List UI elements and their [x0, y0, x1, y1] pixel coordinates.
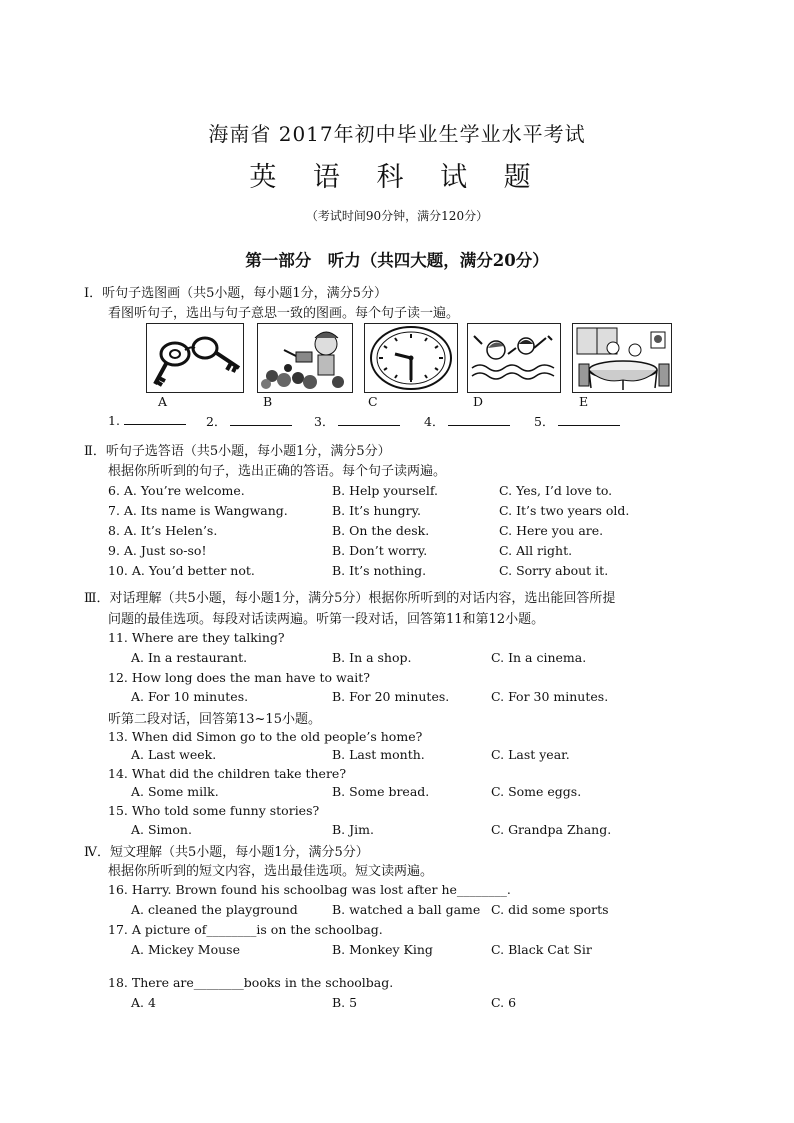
answer-number: 4． — [424, 414, 445, 429]
question-15-option-b[interactable]: B. Jim. — [332, 822, 374, 837]
question-12-option-b[interactable]: B. For 20 minutes. — [332, 689, 450, 704]
question-17-option-c[interactable]: C. Black Cat Sir — [491, 942, 592, 957]
question-13-option-c[interactable]: C. Last year. — [491, 747, 570, 762]
keys-icon — [147, 324, 243, 392]
section3-heading-continued: 问题的最佳选项。每段对话读两遍。听第一段对话，回答第11和第12小题。 — [108, 612, 545, 627]
question-15-option-c[interactable]: C. Grandpa Zhang. — [491, 822, 612, 837]
question-10-option-b[interactable]: B. It’s nothing. — [332, 563, 427, 578]
answer-blank-5[interactable] — [534, 412, 620, 430]
section2-heading: Ⅱ．听句子选答语（共5小题，每小题1分，满分5分） — [84, 444, 391, 459]
question-11-option-a[interactable]: A. In a restaurant. — [131, 650, 248, 665]
question-10-option-c[interactable]: C. Sorry about it. — [499, 563, 609, 578]
section2-instruction: 根据你所听到的句子，选出正确的答语。每个句子读两遍。 — [108, 464, 447, 479]
question-8-option-a[interactable]: 8. A. It’s Helen’s. — [108, 523, 218, 538]
picture-e-restaurant — [572, 323, 672, 393]
question-10-option-a[interactable]: 10. A. You’d better not. — [108, 563, 255, 578]
question-17: 17. A picture of________is on the schoolbag. — [108, 922, 383, 937]
girl-watering-flowers-icon — [258, 324, 352, 392]
question-16-option-c[interactable]: C. did some sports — [491, 902, 609, 917]
picture-b-watering — [257, 323, 353, 393]
picture-label-c: C — [368, 394, 378, 409]
section3-heading: Ⅲ．对话理解（共5小题，每小题1分，满分5分）根据你所听到的对话内容，选出能回答所提 — [84, 591, 616, 606]
question-18-option-c[interactable]: C. 6 — [491, 995, 517, 1010]
question-8-option-c[interactable]: C. Here you are. — [499, 523, 604, 538]
question-16-option-b[interactable]: B. watched a ball game — [332, 902, 481, 917]
picture-label-a: A — [158, 394, 168, 409]
question-7-option-b[interactable]: B. It’s hungry. — [332, 503, 421, 518]
answer-blank-2[interactable] — [206, 412, 292, 430]
answer-blank-4[interactable] — [424, 412, 510, 430]
picture-d-swimming — [467, 323, 561, 393]
question-9-option-c[interactable]: C. All right. — [499, 543, 573, 558]
question-14: 14. What did the children take there? — [108, 766, 347, 781]
restaurant-table-icon — [573, 324, 671, 392]
question-16: 16. Harry. Brown found his schoolbag was lost after he________. — [108, 882, 511, 897]
section4-heading: Ⅳ．短文理解（共5小题，每小题1分，满分5分） — [84, 845, 369, 860]
section1-instruction: 看图听句子，选出与句子意思一致的图画。每个句子读一遍。 — [108, 306, 460, 321]
question-7-option-a[interactable]: 7. A. Its name is Wangwang. — [108, 503, 288, 518]
question-11-option-c[interactable]: C. In a cinema. — [491, 650, 587, 665]
question-6-option-b[interactable]: B. Help yourself. — [332, 483, 438, 498]
question-15-option-a[interactable]: A. Simon. — [131, 822, 192, 837]
question-14-option-b[interactable]: B. Some bread. — [332, 784, 430, 799]
part-title: 第一部分 听力（共四大题，满分20分） — [245, 251, 549, 270]
swimming-children-icon — [468, 324, 560, 392]
picture-c-clock — [364, 323, 458, 393]
question-16-option-a[interactable]: A. cleaned the playground — [131, 902, 298, 917]
picture-a-keys — [146, 323, 244, 393]
question-14-option-c[interactable]: C. Some eggs. — [491, 784, 582, 799]
question-17-option-b[interactable]: B. Monkey King — [332, 942, 433, 957]
section1-heading: Ⅰ．听句子选图画（共5小题，每小题1分，满分5分） — [84, 286, 387, 301]
question-18: 18. There are________books in the schoolbag. — [108, 975, 394, 990]
question-18-option-b[interactable]: B. 5 — [332, 995, 358, 1010]
question-6-option-a[interactable]: 6. A. You’re welcome. — [108, 483, 245, 498]
answer-number: 3． — [314, 414, 335, 429]
question-13-option-a[interactable]: A. Last week. — [131, 747, 217, 762]
question-15: 15. Who told some funny stories? — [108, 803, 320, 818]
picture-label-e: E — [579, 394, 589, 409]
question-17-option-a[interactable]: A. Mickey Mouse — [131, 942, 240, 957]
question-6-option-c[interactable]: C. Yes, I’d love to. — [499, 483, 613, 498]
question-13-option-b[interactable]: B. Last month. — [332, 747, 425, 762]
subject-title: 英 语 科 试 题 — [249, 162, 545, 193]
exam-title: 海南省 2017年初中毕业生学业水平考试 — [208, 122, 586, 146]
question-9-option-b[interactable]: B. Don’t worry. — [332, 543, 428, 558]
picture-label-b: B — [263, 394, 273, 409]
dialog2-instruction: 听第二段对话，回答第13~15小题。 — [108, 712, 321, 727]
section4-instruction: 根据你所听到的短文内容，选出最佳选项。短文读两遍。 — [108, 864, 434, 879]
question-7-option-c[interactable]: C. It’s two years old. — [499, 503, 630, 518]
question-12: 12. How long does the man have to wait? — [108, 670, 370, 685]
question-12-option-a[interactable]: A. For 10 minutes. — [131, 689, 249, 704]
answer-number: 5． — [534, 414, 555, 429]
question-9-option-a[interactable]: 9. A. Just so-so! — [108, 543, 207, 558]
question-13: 13. When did Simon go to the old people’s home? — [108, 729, 423, 744]
picture-label-d: D — [473, 394, 484, 409]
answer-blank-3[interactable] — [314, 412, 400, 430]
exam-info: （考试时间90分钟，满分120分） — [305, 209, 489, 223]
answer-blank-1[interactable] — [108, 412, 186, 428]
clock-icon — [365, 324, 457, 392]
question-12-option-c[interactable]: C. For 30 minutes. — [491, 689, 609, 704]
question-8-option-b[interactable]: B. On the desk. — [332, 523, 430, 538]
question-11-option-b[interactable]: B. In a shop. — [332, 650, 412, 665]
question-14-option-a[interactable]: A. Some milk. — [131, 784, 219, 799]
question-11: 11. Where are they talking? — [108, 630, 285, 645]
question-18-option-a[interactable]: A. 4 — [131, 995, 156, 1010]
answer-number: 1. — [108, 413, 120, 428]
answer-number: 2． — [206, 414, 227, 429]
